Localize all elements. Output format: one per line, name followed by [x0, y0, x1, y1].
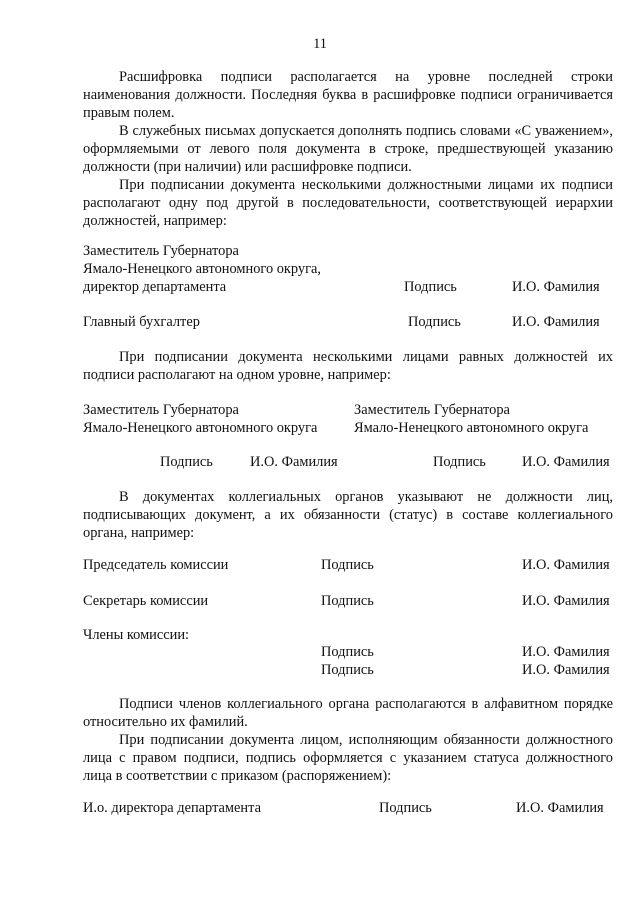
example4-member2-signature: Подпись — [321, 662, 374, 678]
example5-signature: Подпись — [379, 800, 432, 816]
example2-signature: Подпись — [408, 314, 461, 330]
example3-right-position-line1: Заместитель Губернатора — [354, 402, 510, 418]
paragraph-alphabetical-order: Подписи членов коллегиального органа располагаются в алфавитном порядке относительно их фамилий. — [83, 696, 613, 730]
example3-left-name: И.О. Фамилия — [250, 454, 338, 470]
paragraph-signature-decoding: Расшифровка подписи располагается на уровне последней строки наименования должности. Последняя буква в расшифровке подписи ограничивается правым полем. — [83, 69, 613, 121]
example4-member1-name: И.О. Фамилия — [522, 644, 610, 660]
paragraph-service-letters: В служебных письмах допускается дополнять подпись словами «С уважением», оформляемыми от левого поля документа в строке, предшествующей указанию должности (при наличии) или расшифровке подписи. — [83, 123, 613, 175]
example5-position: И.о. директора департамента — [83, 800, 261, 816]
example4-secretary-signature: Подпись — [321, 593, 374, 609]
example4-members-label: Члены комиссии: — [83, 627, 190, 643]
example4-chairman: Председатель комиссии — [83, 557, 229, 573]
paragraph-collegial-bodies: В документах коллегиальных органов указывают не должности лиц, подписывающих документ, а их обязанности (статус) в составе коллегиального органа, например: — [83, 489, 613, 541]
example1-position-line3: директор департамента — [83, 279, 227, 295]
example4-chairman-signature: Подпись — [321, 557, 374, 573]
example4-chairman-name: И.О. Фамилия — [522, 557, 610, 573]
example1-position-line1: Заместитель Губернатора — [83, 243, 239, 259]
example3-left-position-line2: Ямало-Ненецкого автономного округа — [83, 420, 318, 436]
example5-name: И.О. Фамилия — [516, 800, 604, 816]
paragraph-equal-positions: При подписании документа несколькими лицами равных должностей их подписи располагают на одном уровне, например: — [83, 349, 613, 383]
example1-signature: Подпись — [404, 279, 457, 295]
example4-member1-signature: Подпись — [321, 644, 374, 660]
example2-name: И.О. Фамилия — [512, 314, 600, 330]
example3-left-signature: Подпись — [160, 454, 213, 470]
example1-name: И.О. Фамилия — [512, 279, 600, 295]
example3-left-position-line1: Заместитель Губернатора — [83, 402, 239, 418]
example4-member2-name: И.О. Фамилия — [522, 662, 610, 678]
example2-position: Главный бухгалтер — [83, 314, 200, 330]
paragraph-multiple-officials: При подписании документа несколькими должностными лицами их подписи располагают одну под другой в последовательности, соответствующей иерархии должностей, например: — [83, 177, 613, 229]
example3-right-name: И.О. Фамилия — [522, 454, 610, 470]
page-number: 11 — [313, 36, 327, 52]
example3-right-signature: Подпись — [433, 454, 486, 470]
example3-right-position-line2: Ямало-Ненецкого автономного округа — [354, 420, 589, 436]
example4-secretary-name: И.О. Фамилия — [522, 593, 610, 609]
paragraph-acting-official: При подписании документа лицом, исполняющим обязанности должностного лица с правом подписи, подпись оформляется с указанием статуса должностного лица в соответствии с приказом (распоряжением): — [83, 732, 613, 784]
example1-position-line2: Ямало-Ненецкого автономного округа, — [83, 261, 322, 277]
example4-secretary: Секретарь комиссии — [83, 593, 209, 609]
